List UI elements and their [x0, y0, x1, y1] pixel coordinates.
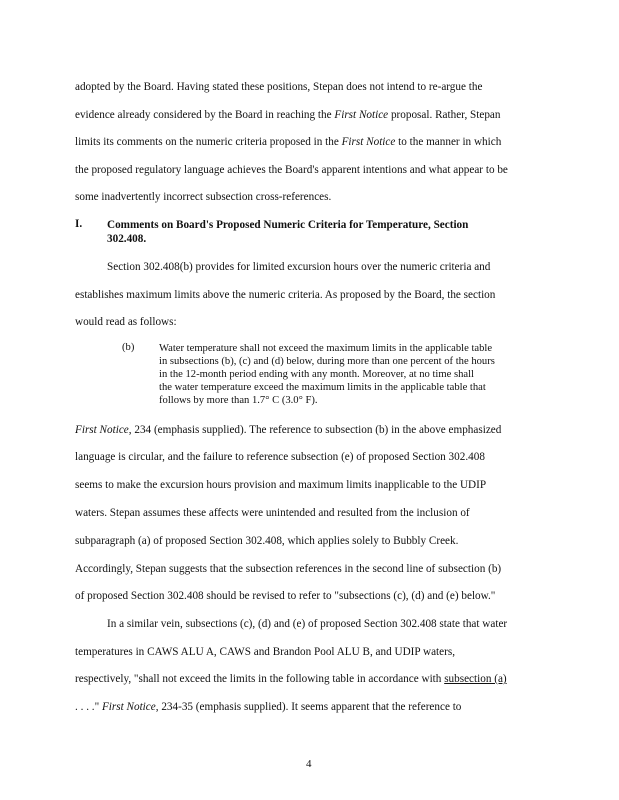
- para3-line5: [75, 534, 458, 548]
- section-heading-line1: Comments on Board's Proposed Numeric Criteria for Temperature, Section: [107, 219, 469, 231]
- section-number: I.: [75, 218, 83, 230]
- text: seems to make the excursion hours provision and maximum limits inapplicable to the UDIP: [75, 479, 487, 491]
- italic-title: First Notice: [75, 424, 129, 436]
- text: respectively, "shall not exceed the limits in the following table in accordance with: [75, 673, 445, 685]
- quote-line3: [159, 368, 474, 381]
- para2-line3: [75, 315, 177, 329]
- quote-line2: [159, 355, 495, 368]
- text: Water temperature shall not exceed the maximum limits in the applicable table: [159, 343, 493, 354]
- text: the water temperature exceed the maximum limits in the applicable table that: [159, 382, 486, 393]
- quote-line1: [159, 342, 492, 355]
- text: some inadvertently incorrect subsection cross-references.: [75, 191, 332, 203]
- para1-line5: [75, 190, 331, 204]
- para2-line1: [107, 260, 490, 274]
- text: subparagraph (a) of proposed Section 302.408, which applies solely to Bubbly Creek.: [75, 535, 459, 547]
- text: Accordingly, Stepan suggests that the subsection references in the second line of subsection (b): [75, 563, 502, 575]
- text: Section 302.408(b) provides for limited excursion hours over the numeric criteria and: [107, 261, 491, 273]
- text: would read as follows:: [75, 316, 177, 328]
- text: adopted by the Board. Having stated these positions, Stepan does not intend to re-argue the: [75, 81, 483, 93]
- text: . . . .": [75, 701, 102, 713]
- quote-line5: [159, 394, 318, 407]
- underlined-text: subsection (a): [444, 673, 507, 685]
- para4-line4: [75, 700, 461, 714]
- text: waters. Stepan assumes these affects were unintended and resulted from the inclusion of: [75, 507, 470, 519]
- para4-line2: [75, 645, 455, 659]
- para1-line4: [75, 163, 508, 177]
- text: establishes maximum limits above the numeric criteria. As proposed by the Board, the section: [75, 289, 496, 301]
- text: evidence already considered by the Board in reaching the: [75, 109, 335, 121]
- text: to the manner in which: [395, 136, 502, 148]
- para1-line2: [75, 108, 501, 122]
- text: in subsections (b), (c) and (d) below, during more than one percent of the hours: [159, 356, 495, 367]
- para1-line1: [75, 80, 482, 94]
- text: in the 12-month period ending with any month. Moreover, at no time shall: [159, 369, 474, 380]
- para3-line7: [75, 589, 495, 603]
- section-heading-line2: 302.408.: [107, 233, 147, 245]
- para4-line1: [107, 617, 507, 631]
- text: In a similar vein, subsections (c), (d) and (e) of proposed Section 302.408 state that water: [107, 618, 508, 630]
- quote-label: (b): [122, 342, 135, 353]
- text: , 234 (emphasis supplied). The reference to subsection (b) in the above emphasized: [128, 424, 502, 436]
- para3-line6: [75, 562, 501, 576]
- text: the proposed regulatory language achieves the Board's apparent intentions and what appear to be: [75, 164, 508, 176]
- quote-line4: [159, 381, 486, 394]
- para2-line2: [75, 288, 495, 302]
- text: temperatures in CAWS ALU A, CAWS and Brandon Pool ALU B, and UDIP waters,: [75, 646, 455, 658]
- para1-line3: [75, 135, 501, 149]
- italic-title: First Notice: [334, 109, 389, 121]
- para4-line3: [75, 672, 507, 686]
- text: , 234-35 (emphasis supplied). It seems apparent that the reference to: [155, 701, 462, 713]
- text: language is circular, and the failure to reference subsection (e) of proposed Section 302.408: [75, 451, 485, 463]
- italic-title: First Notice: [101, 701, 156, 713]
- italic-title: First Notice: [341, 136, 396, 148]
- para3-line3: [75, 478, 486, 492]
- para3-line2: [75, 450, 485, 464]
- para3-line1: [75, 423, 501, 437]
- page-number: 4: [306, 758, 312, 770]
- text: follows by more than 1.7° C (3.0° F).: [159, 395, 318, 406]
- text: proposal. Rather, Stepan: [388, 109, 501, 121]
- text: limits its comments on the numeric criteria proposed in the: [75, 136, 342, 148]
- para3-line4: [75, 506, 470, 520]
- text: of proposed Section 302.408 should be revised to refer to "subsections (c), (d) and (e) below.": [75, 590, 496, 602]
